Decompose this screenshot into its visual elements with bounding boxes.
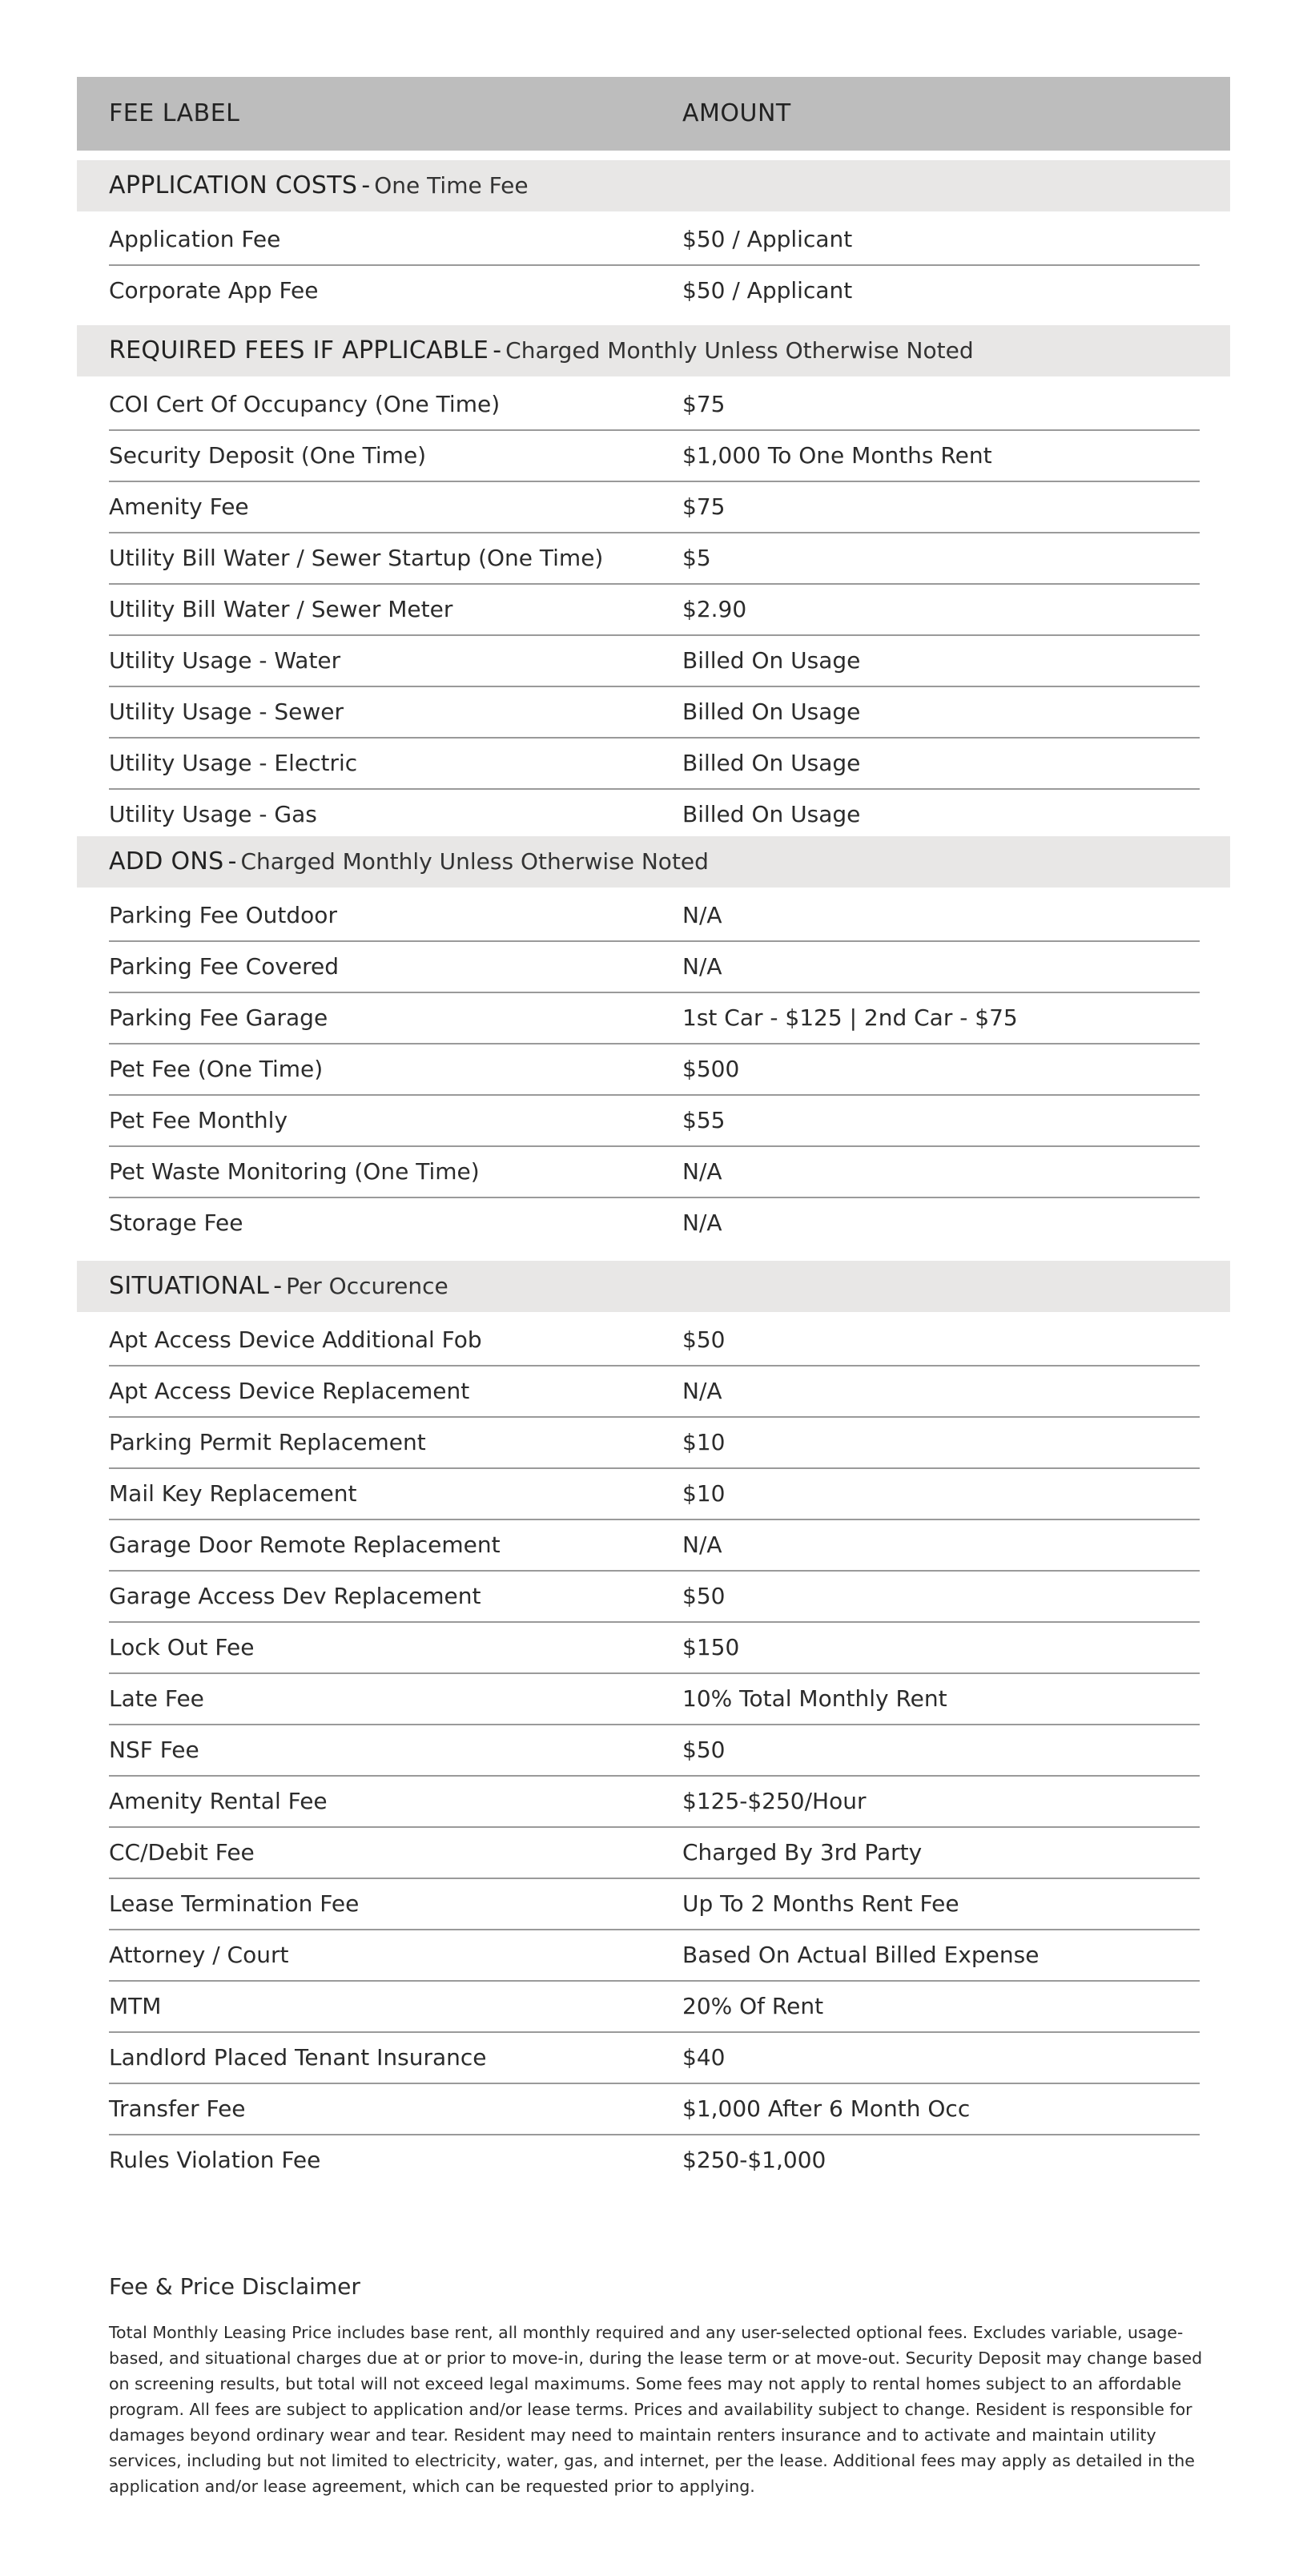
fee-row [109,482,1200,533]
fee-row [109,1674,1200,1725]
fee-amount-cell: $500 [682,1056,740,1082]
fee-label-cell: Late Fee [109,1685,204,1712]
fee-label-cell: Mail Key Replacement [109,1480,357,1507]
fee-label-cell: Garage Access Dev Replacement [109,1583,481,1609]
fee-label-cell: Rules Violation Fee [109,2147,321,2173]
fee-amount-cell: Billed On Usage [682,750,861,776]
fee-row [109,215,1200,266]
fee-amount-cell: N/A [682,1378,722,1404]
fee-amount-cell: $5 [682,545,711,571]
fee-row [109,1623,1200,1674]
fee-row [109,942,1200,993]
fee-label-cell: Utility Bill Water / Sewer Meter [109,596,453,622]
section-header [77,1261,1230,1312]
fee-row [109,1572,1200,1623]
fee-amount-cell: $40 [682,2044,726,2071]
column-header-amount: AMOUNT [682,99,791,127]
fee-row [109,1418,1200,1469]
fee-amount-cell: $50 [682,1737,726,1763]
fee-label-cell: Amenity Fee [109,493,249,520]
section-subtitle: One Time Fee [374,172,529,199]
fee-row [109,1198,1200,1250]
section-subtitle: Charged Monthly Unless Otherwise Noted [240,848,709,875]
fee-row [109,1044,1200,1096]
fee-label-cell: Lease Termination Fee [109,1890,360,1917]
fee-row [109,1828,1200,1879]
fee-row [109,2033,1200,2084]
fee-row [109,1520,1200,1572]
fee-amount-cell: Billed On Usage [682,647,861,674]
fee-row [109,2135,1200,2187]
fee-amount-cell: $55 [682,1107,726,1133]
fee-label-cell: Security Deposit (One Time) [109,442,427,469]
fee-amount-cell: Charged By 3rd Party [682,1839,923,1866]
fee-label-cell: Corporate App Fee [109,277,319,304]
section-header [77,325,1230,376]
fee-amount-cell: N/A [682,902,722,928]
fee-row [109,1777,1200,1828]
fee-row [109,1469,1200,1520]
table-header [77,77,1230,151]
disclaimer-title: Fee & Price Disclaimer [109,2273,360,2300]
column-header-fee-label: FEE LABEL [109,99,240,127]
fee-label-cell: Transfer Fee [109,2095,246,2122]
fee-label-cell: Utility Usage - Sewer [109,698,344,725]
fee-row [109,790,1200,841]
fee-label-cell: Utility Usage - Water [109,647,341,674]
fee-row [109,1315,1200,1366]
fee-label-cell: MTM [109,1993,162,2019]
fee-amount-cell: Up To 2 Months Rent Fee [682,1890,959,1917]
fee-label-cell: Utility Bill Water / Sewer Startup (One Time) [109,545,604,571]
fee-row [109,266,1200,317]
fee-row [109,993,1200,1044]
fee-row [109,1725,1200,1777]
fee-amount-cell: 20% Of Rent [682,1993,824,2019]
fee-amount-cell: $75 [682,391,726,417]
fee-amount-cell: $2.90 [682,596,747,622]
fee-row [109,739,1200,790]
section-header [77,160,1230,211]
fee-amount-cell: N/A [682,1532,722,1558]
fee-label-cell: Lock Out Fee [109,1634,255,1660]
section-subtitle: Charged Monthly Unless Otherwise Noted [505,337,974,364]
section-title: APPLICATION COSTS [109,171,358,199]
fee-amount-cell: $50 / Applicant [682,277,853,304]
fee-amount-cell: 1st Car - $125 | 2nd Car - $75 [682,1004,1018,1031]
fee-label-cell: CC/Debit Fee [109,1839,255,1866]
fee-amount-cell: $50 [682,1326,726,1353]
fee-label-cell: Amenity Rental Fee [109,1788,328,1814]
section-separator: - [361,171,371,199]
fee-label-cell: Apt Access Device Additional Fob [109,1326,482,1353]
fee-amount-cell: Billed On Usage [682,698,861,725]
fee-amount-cell: Based On Actual Billed Expense [682,1942,1040,1968]
fee-row [109,1930,1200,1982]
fee-label-cell: Utility Usage - Electric [109,750,358,776]
fee-amount-cell: $75 [682,493,726,520]
fee-label-cell: Landlord Placed Tenant Insurance [109,2044,487,2071]
fee-amount-cell: $1,000 After 6 Month Occ [682,2095,971,2122]
fee-row [109,380,1200,431]
fee-amount-cell: N/A [682,1158,722,1185]
fee-row [109,2084,1200,2135]
fee-amount-cell: $50 [682,1583,726,1609]
fee-label-cell: Parking Fee Covered [109,953,340,980]
fee-row [109,1366,1200,1418]
fee-amount-cell: $1,000 To One Months Rent [682,442,992,469]
section-separator: - [273,1272,283,1300]
disclaimer-text: Total Monthly Leasing Price includes base rent, all monthly required and any user-selected optional fees. Excludes variable, usage-based, and situational charges due at or prior to move-in, during the lease term or at move-out. Security Deposit may change based on screening results, but total will not exceed legal maximums. Some fees may not apply to rental homes subject to an affordable program. All fees are subject to application and/or lease terms. Prices and availability subject to change. Resident is responsible for damages beyond ordinary wear and tear. Resident may need to maintain renters insurance and to activate and maintain utility services, including but not limited to electricity, water, gas, and internet, per the lease. Additional fees may apply as detailed in the application and/or lease agreement, which can be requested prior to applying. [109,2323,1203,2496]
section-separator: - [227,847,237,875]
section-subtitle: Per Occurence [286,1273,448,1299]
section-title: ADD ONS [109,847,224,875]
fee-amount-cell: $50 / Applicant [682,226,853,252]
fee-label-cell: Pet Waste Monitoring (One Time) [109,1158,480,1185]
fee-label-cell: Parking Fee Outdoor [109,902,337,928]
fee-row [109,585,1200,636]
fee-label-cell: Parking Fee Garage [109,1004,328,1031]
fee-label-cell: Attorney / Court [109,1942,289,1968]
fee-label-cell: NSF Fee [109,1737,199,1763]
fee-row [109,636,1200,687]
section-header [77,836,1230,888]
fee-row [109,687,1200,739]
fee-row [109,1096,1200,1147]
fee-amount-cell: N/A [682,1210,722,1236]
fee-label-cell: Application Fee [109,226,281,252]
fee-label-cell: COI Cert Of Occupancy (One Time) [109,391,501,417]
fee-amount-cell: $125-$250/Hour [682,1788,867,1814]
fee-label-cell: Parking Permit Replacement [109,1429,426,1455]
section-separator: - [493,336,502,364]
fee-row [109,431,1200,482]
fee-row [109,1147,1200,1198]
fee-label-cell: Pet Fee Monthly [109,1107,288,1133]
fee-amount-cell: 10% Total Monthly Rent [682,1685,947,1712]
fee-label-cell: Pet Fee (One Time) [109,1056,324,1082]
fee-label-cell: Garage Door Remote Replacement [109,1532,501,1558]
fee-label-cell: Storage Fee [109,1210,243,1236]
section-title: SITUATIONAL [109,1272,270,1300]
fee-label-cell: Apt Access Device Replacement [109,1378,470,1404]
fee-amount-cell: $10 [682,1429,726,1455]
fee-amount-cell: $10 [682,1480,726,1507]
fee-row [109,891,1200,942]
fee-row [109,533,1200,585]
fee-amount-cell: $250-$1,000 [682,2147,826,2173]
fee-amount-cell: $150 [682,1634,740,1660]
fee-amount-cell: N/A [682,953,722,980]
fee-amount-cell: Billed On Usage [682,801,861,827]
fee-label-cell: Utility Usage - Gas [109,801,317,827]
fee-row [109,1879,1200,1930]
fee-row [109,1982,1200,2033]
section-title: REQUIRED FEES IF APPLICABLE [109,336,489,364]
